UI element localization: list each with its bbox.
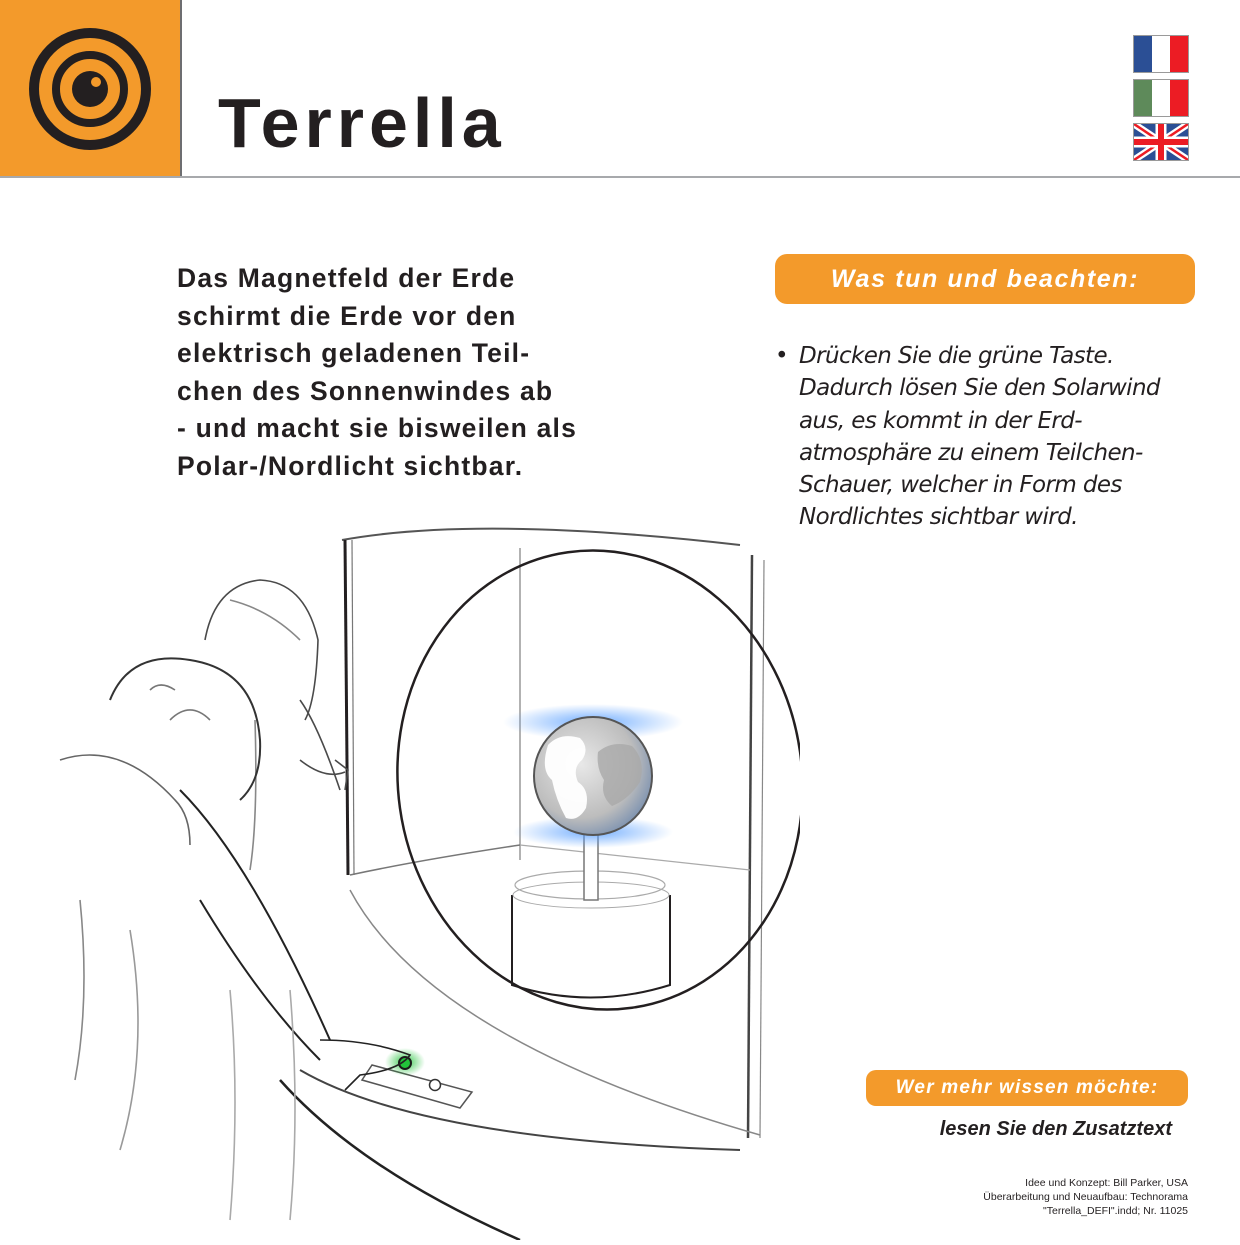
exhibit-illustration: [0, 500, 800, 1240]
intro-line: chen des Sonnenwindes ab: [177, 375, 554, 406]
language-fr-button[interactable]: [1133, 35, 1189, 73]
instruction-line: atmosphäre zu einem Teilchen-: [799, 439, 1143, 466]
instruction-line: Nordlichtes sichtbar wird.: [799, 504, 1078, 531]
page-title: Terrella: [218, 84, 506, 162]
instruction-line: Dadurch lösen Sie den Solarwind: [799, 375, 1160, 402]
instruction-item: [775, 340, 1195, 534]
control-panel: [362, 1048, 472, 1108]
instruction-line: aus, es kommt in der Erd-: [799, 407, 1082, 434]
visitors-sketch: [60, 580, 410, 1220]
instructions-heading: Was tun und beachten:: [775, 254, 1195, 304]
flag-italy-icon: [1134, 80, 1188, 116]
earth-globe-icon: [534, 717, 652, 835]
logo-badge: [0, 0, 182, 177]
flag-uk-icon: [1134, 124, 1188, 160]
intro-line: Das Magnetfeld der Erde: [177, 263, 516, 293]
target-eye-icon: [25, 24, 155, 154]
intro-line: Polar-/Nordlicht sichtbar.: [177, 450, 524, 481]
bullet-icon: •: [775, 343, 788, 369]
intro-line: - und macht sie bisweilen als: [177, 413, 578, 443]
flag-france-icon: [1134, 36, 1188, 72]
credit-line: Überarbeitung und Neuaufbau: Technorama: [983, 1191, 1188, 1203]
intro-line: elektrisch geladenen Teil-: [177, 338, 531, 368]
credits: [880, 1176, 1188, 1218]
intro-line: schirmt die Erde vor den: [177, 300, 517, 331]
white-button: [430, 1080, 441, 1091]
display-case: [280, 529, 764, 1240]
instructions-list: [775, 340, 1195, 534]
exhibit-drawing: [0, 500, 800, 1240]
instruction-line: Drücken Sie die grüne Taste.: [799, 343, 1114, 369]
credit-line: "Terrella_DEFI".indd; Nr. 11025: [1043, 1205, 1188, 1217]
more-info-text: lesen Sie den Zusatztext: [939, 1118, 1172, 1140]
language-en-button[interactable]: [1133, 123, 1189, 161]
language-it-button[interactable]: [1133, 79, 1189, 117]
more-info-heading: Wer mehr wissen möchte:: [866, 1070, 1188, 1106]
instruction-line: Schauer, welcher in Form des: [799, 472, 1122, 499]
intro-paragraph: [177, 260, 647, 485]
credit-line: Idee und Konzept: Bill Parker, USA: [1025, 1177, 1188, 1189]
language-switcher: [1133, 35, 1189, 167]
header-divider: [0, 176, 1240, 178]
